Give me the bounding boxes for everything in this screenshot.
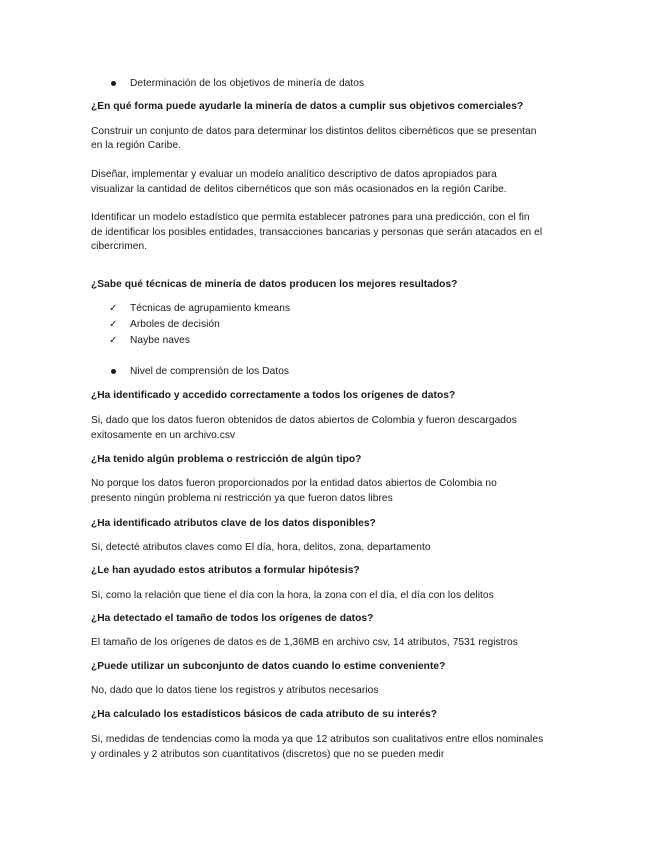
checklist-item: Técnicas de agrupamiento kmeans	[130, 303, 291, 314]
question-data-sources: ¿Ha identificado y accedido correctamente a todos los orígenes de datos?	[91, 390, 456, 401]
question-key-attributes: ¿Ha identificado atributos clave de los datos disponibles?	[91, 518, 376, 529]
answer-line: visualizar la cantidad de delitos cibernéticos que son más ocasionados en la región Caribe.	[91, 184, 507, 195]
question-techniques: ¿Sabe qué técnicas de minería de datos producen los mejores resultados?	[91, 279, 458, 290]
answer-line: de identificar los posibles entidades, transacciones bancarias y personas que serán atacados en el	[91, 227, 543, 238]
question-restrictions: ¿Ha tenido algún problema o restricción de algún tipo?	[91, 454, 362, 465]
checklist-item: Naybe naves	[130, 335, 191, 346]
answer-line: y ordinales y 2 atributos son cuantitativos (discretos) que no se pueden medir	[91, 749, 445, 760]
checkmark-icon: ✓	[109, 319, 118, 330]
question-data-size: ¿Ha detectado el tamaño de todos los orígenes de datos?	[91, 613, 374, 624]
question-business-objectives: ¿En qué forma puede ayudarle la minería de datos a cumplir sus objetivos comerciales?	[91, 101, 524, 112]
bullet-icon	[111, 369, 116, 374]
answer-line: No porque los datos fueron proporcionados por la entidad datos abiertos de Colombia no	[91, 478, 497, 489]
question-subset: ¿Puede utilizar un subconjunto de datos cuando lo estime conveniente?	[91, 661, 446, 672]
answer-line: Identificar un modelo estadístico que permita establecer patrones para una predicción, con el fin	[91, 212, 530, 223]
checklist-item: Arboles de decisión	[130, 319, 220, 330]
answer-line: en la región Caribe.	[91, 140, 181, 151]
answer-line: Si, detecté atributos claves como El día, hora, delitos, zona, departamento	[91, 542, 431, 553]
answer-line: Construir un conjunto de datos para determinar los distintos delitos cibernéticos que se presentan	[91, 126, 537, 137]
bullet-icon	[111, 81, 116, 86]
answer-line: cibercrimen.	[91, 241, 148, 252]
section-heading-objectives: Determinación de los objetivos de minería de datos	[130, 78, 365, 89]
answer-line: exitosamente en un archivo.csv	[91, 430, 236, 441]
answer-line: presento ningún problema ni restricción ya que fueron datos libres	[91, 493, 393, 504]
answer-line: Si, medidas de tendencias como la moda ya que 12 atributos son cualitativos entre ellos nominales	[91, 734, 544, 745]
checkmark-icon: ✓	[109, 303, 118, 314]
checkmark-icon: ✓	[109, 335, 118, 346]
answer-line: Si, dado que los datos fueron obtenidos de datos abiertos de Colombia y fueron descargados	[91, 415, 517, 426]
question-hypothesis: ¿Le han ayudado estos atributos a formular hipótesis?	[91, 565, 360, 576]
answer-line: No, dado que lo datos tiene los registros y atributos necesarios	[91, 685, 379, 696]
answer-line: Si, como la relación que tiene el día con la hora, la zona con el día, el día con los delitos	[91, 590, 494, 601]
answer-line: El tamaño de los orígenes de datos es de 1,36MB en archivo csv, 14 atributos, 7531 registros	[91, 637, 518, 648]
answer-line: Diseñar, implementar y evaluar un modelo analítico descriptivo de datos apropiados para	[91, 169, 497, 180]
question-statistics: ¿Ha calculado los estadísticos básicos de cada atributo de su interés?	[91, 709, 438, 720]
section-heading-data-understanding: Nivel de comprensión de los Datos	[130, 366, 290, 377]
